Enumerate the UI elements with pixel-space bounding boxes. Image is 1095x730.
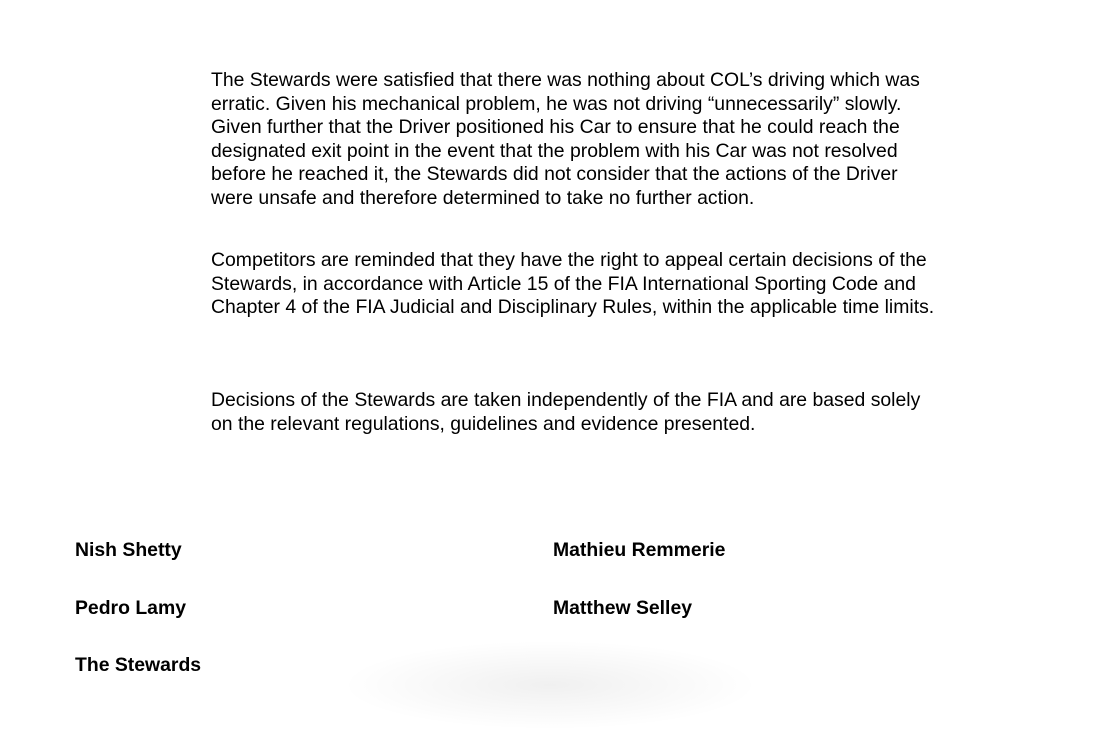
paragraph-line: erratic. Given his mechanical problem, he was not driving “unnecessarily” slowly. [211, 92, 902, 115]
steward-name: Nish Shetty [75, 539, 182, 561]
independence-paragraph [211, 389, 1011, 436]
paragraph-line: Competitors are reminded that they have the right to appeal certain decisions of the [211, 249, 927, 271]
paragraph-line: before he reached it, the Stewards did not consider that the actions of the Driver [211, 163, 898, 186]
paragraph-line: on the relevant regulations, guidelines and evidence presented. [211, 412, 756, 435]
decision-paragraph [211, 69, 1011, 211]
appeal-notice-paragraph [211, 249, 1011, 320]
steward-name: Mathieu Remmerie [553, 539, 726, 561]
steward-name: Pedro Lamy [75, 597, 186, 619]
paragraph-line: Stewards, in accordance with Article 15 of the FIA International Sporting Code and [211, 272, 916, 295]
paragraph-line: designated exit point in the event that the problem with his Car was not resolved [211, 139, 898, 162]
paragraph-line: Decisions of the Stewards are taken independently of the FIA and are based solely [211, 389, 921, 411]
paragraph-line: Given further that the Driver positioned his Car to ensure that he could reach the [211, 116, 900, 139]
paragraph-line: Chapter 4 of the FIA Judicial and Disciplinary Rules, within the applicable time limits. [211, 296, 935, 319]
steward-name: Matthew Selley [553, 597, 693, 619]
paragraph-line: The Stewards were satisfied that there was nothing about COL’s driving which was [211, 69, 920, 91]
page-shadow [340, 640, 760, 730]
stewards-label: The Stewards [75, 654, 202, 676]
paragraph-line: were unsafe and therefore determined to take no further action. [211, 186, 755, 209]
